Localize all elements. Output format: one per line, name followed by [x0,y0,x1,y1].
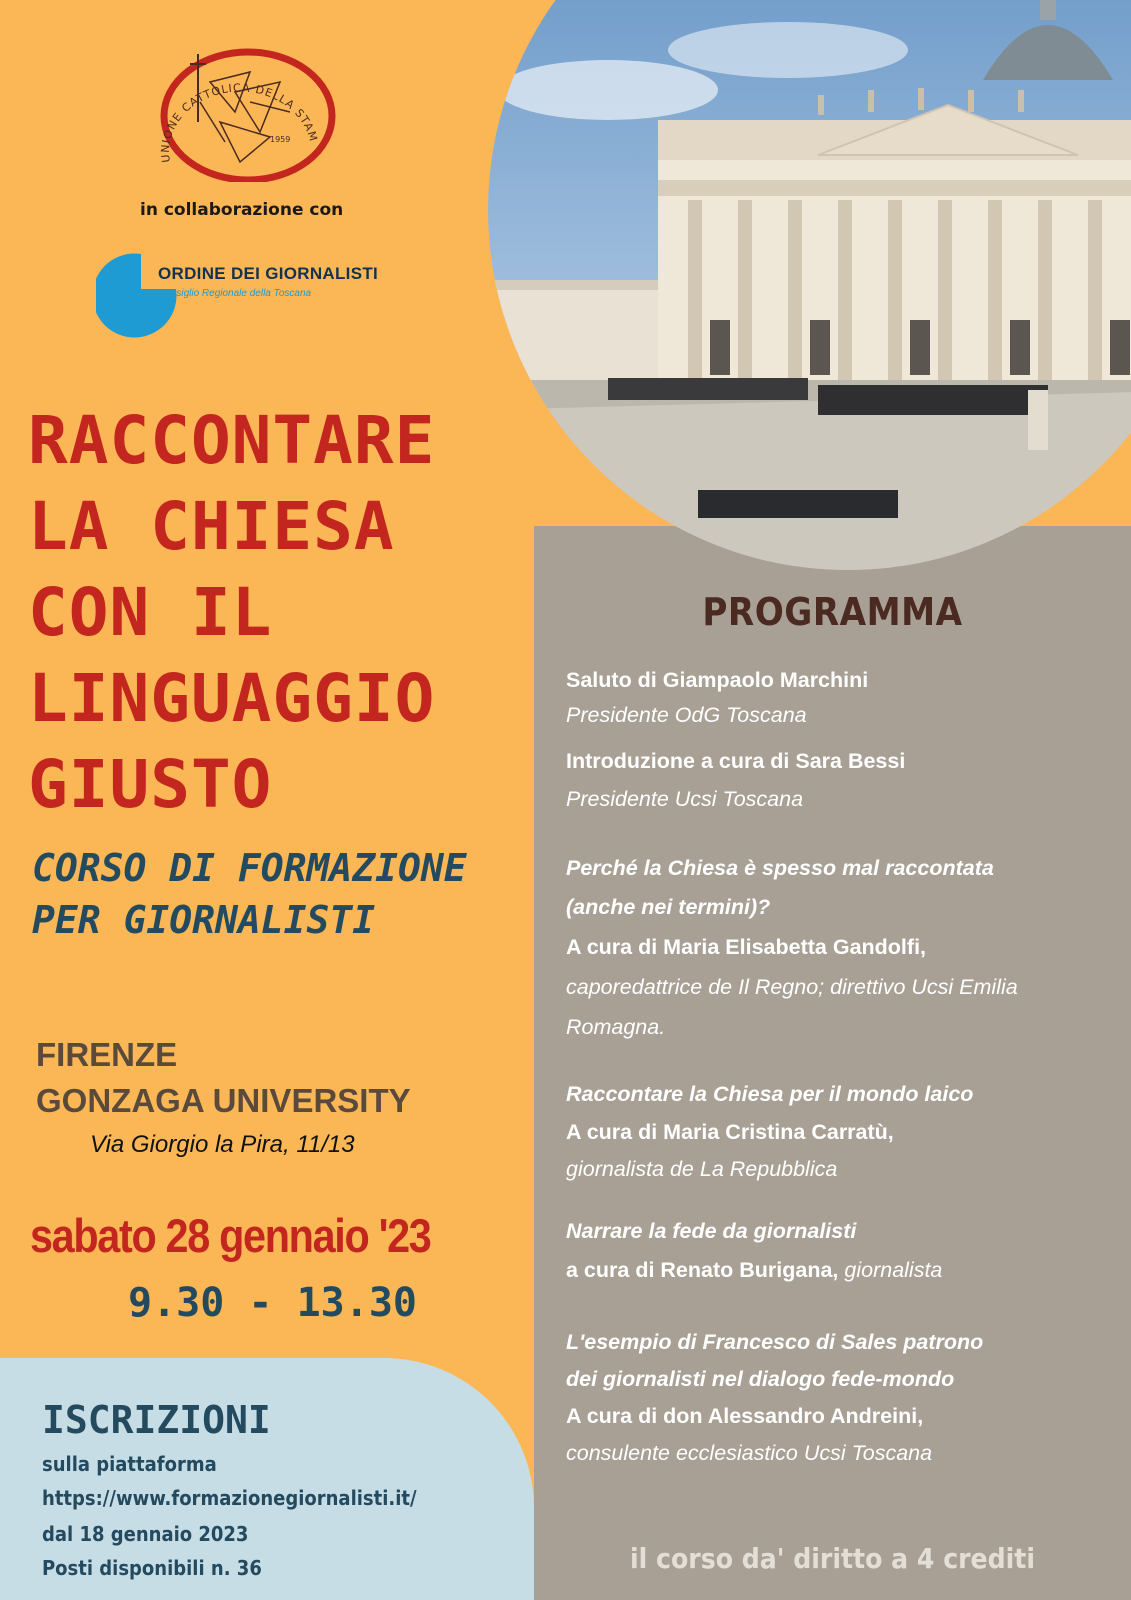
registration-seats: Posti disponibili n. 36 [42,1556,262,1580]
ucsi-logo [140,42,350,182]
program-talk-speaker: A cura di Maria Cristina Carratù, [566,1120,894,1144]
program-talk-title: Narrare la fede da giornalisti [566,1219,857,1243]
program-talk-speaker-role: caporedattrice de Il Regno; direttivo Ucsi Emilia [566,975,1018,999]
program-talk-speaker: A cura di Maria Elisabetta Gandolfi, [566,935,927,959]
program-talk-speaker: A cura di don Alessandro Andreini, [566,1404,924,1428]
program-talk-title: Perché la Chiesa è spesso mal raccontata [566,856,994,880]
program-talk-speaker-role: giornalista de La Repubblica [566,1157,838,1181]
program-talk-title: Raccontare la Chiesa per il mondo laico [566,1082,974,1106]
program-talk-speaker: a cura di Renato Burigana, [566,1258,839,1282]
course-subtitle-line: CORSO DI FORMAZIONE [32,846,467,890]
venue-address: Via Giorgio la Pira, 11/13 [90,1131,355,1158]
program-talk-title: L'esempio di Francesco di Sales patrono [566,1330,984,1354]
odg-logo-name: ORDINE DEI GIORNALISTI [158,264,379,283]
program-item-greeting: Saluto di Giampaolo Marchini [566,668,869,692]
course-subtitle [32,842,467,946]
program-talk-speaker-role: consulente ecclesiastico Ucsi Toscana [566,1441,933,1465]
course-title-line: LA CHIESA [28,488,395,565]
program-credits: il corso da' diritto a 4 crediti [630,1542,1035,1575]
registration-platform-text: sulla piattaforma [42,1452,217,1476]
basilica-photo [488,0,1131,570]
course-title [28,398,435,828]
program-talk-title: (anche nei termini)? [566,895,771,919]
event-time: 9.30 - 13.30 [128,1280,417,1326]
registration-title: ISCRIZIONI [42,1398,271,1442]
program-title: PROGRAMMA [702,590,963,634]
odg-logo [96,244,396,339]
program-item-greeting-role: Presidente OdG Toscana [566,703,807,727]
event-date: sabato 28 gennaio '23 [30,1209,431,1262]
ucsi-logo-year: 1959 [270,135,291,144]
odg-logo-subtitle: Consiglio Regionale della Toscana [158,288,312,299]
course-title-line: LINGUAGGIO [28,660,436,737]
course-subtitle-line: PER GIORNALISTI [32,898,376,942]
registration-url-link[interactable]: https://www.formazionegiornalisti.it/ [42,1486,417,1510]
course-title-line: GIUSTO [28,746,273,823]
program-talk-speaker-role: Romagna. [566,1015,666,1039]
program-item-intro: Introduzione a cura di Sara Bessi [566,749,906,773]
course-title-line: RACCONTARE [28,402,436,479]
program-talk-speaker-role: giornalista [838,1258,943,1282]
course-title-line: CON IL [28,574,273,651]
collaboration-text: in collaborazione con [140,200,344,220]
program-talk-title: dei giornalisti nel dialogo fede-mondo [566,1367,955,1391]
venue-city: FIRENZE [36,1036,178,1073]
registration-open-date: dal 18 gennaio 2023 [42,1522,249,1546]
program-item-intro-role: Presidente Ucsi Toscana [566,787,804,811]
ucsi-logo-text: UNIONE CATTOLICA DELLA STAM [158,81,320,164]
program-talk-speaker-line [566,1258,942,1283]
venue-name: GONZAGA UNIVERSITY [36,1082,411,1119]
